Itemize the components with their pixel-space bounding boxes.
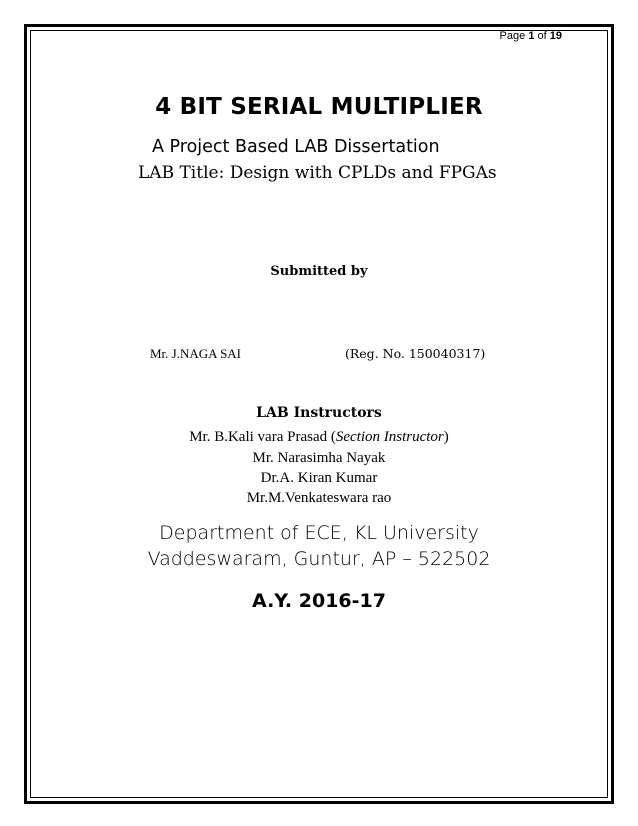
student-reg-number: (Reg. No. 150040317)	[345, 346, 486, 361]
page-number	[500, 30, 562, 42]
page-label: Page	[499, 30, 526, 42]
instructors-heading: LAB Instructors	[256, 405, 382, 421]
instructor-2: Mr. Narasimha Nayak	[252, 450, 386, 466]
instructor-4: Mr.M.Venkateswara rao	[246, 490, 392, 506]
dissertation-subtitle: A Project Based LAB Dissertation	[152, 137, 440, 157]
document-title: 4 BIT SERIAL MULTIPLIER	[155, 94, 483, 120]
student-name: Mr. J.NAGA SAI	[150, 346, 242, 361]
department-line-2: Vaddeswaram, Guntur, AP – 522502	[147, 548, 491, 570]
page-current: 1	[528, 30, 535, 42]
instructor-1-role: Section Instructor	[335, 429, 444, 445]
page-total: 19	[549, 30, 562, 42]
page-of: of	[537, 30, 547, 42]
lab-title: LAB Title: Design with CPLDs and FPGAs	[138, 163, 497, 183]
department-line-1: Department of ECE, KL University	[159, 522, 479, 544]
instructor-1-close: )	[443, 429, 449, 445]
submitted-by-heading: Submitted by	[270, 264, 368, 279]
instructor-3: Dr.A. Kiran Kumar	[260, 470, 378, 486]
academic-year: A.Y. 2016-17	[252, 590, 386, 612]
instructor-1	[0, 429, 638, 446]
instructor-1-name: Mr. B.Kali vara Prasad (	[189, 429, 336, 445]
